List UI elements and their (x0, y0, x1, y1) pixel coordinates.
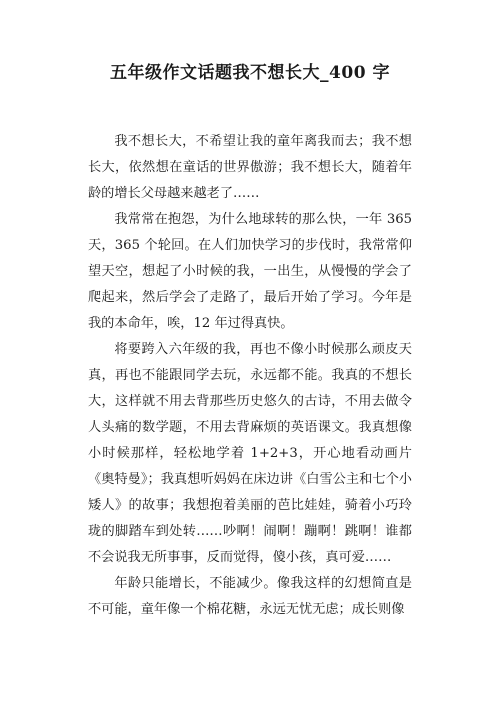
paragraph-1: 我不想长大，不希望让我的童年离我而去；我不想长大，依然想在童话的世界傲游；我不想长大，随着年龄的增长父母越来越老了…… (88, 134, 412, 201)
paragraph-3: 将要跨入六年级的我，再也不像小时候那么顽皮天真，再也不能跟同学去玩，永远都不能。我真的不想长大，这样就不用去背那些历史悠久的古诗，不用去做令人头痛的数学题，不用去背麻烦的英语课文。我真想像小时候那样，轻松地学着 1+2+3，开心地看动画片《奥特曼》；我真想听妈妈在床边讲《白雪公主和七个小矮人》的故事；我想抱着美丽的芭比娃娃，骑着小巧玲珑的脚踏车到处转……吵啊！闹啊！蹦啊！跳啊！谁都不会说我无所事事，反而觉得，傻小孩，真可爱…… (88, 342, 412, 565)
paragraph-4: 年龄只能增长，不能减少。像我这样的幻想简直是不可能，童年像一个棉花糖，永远无忧无虑；成长则像 (88, 576, 412, 617)
paragraph-2: 我常常在抱怨，为什么地球转的那么快，一年 365 天，365 个轮回。在人们加快学习的步伐时，我常常仰望天空，想起了小时候的我，一出生，从慢慢的学会了爬起来，然后学会了走路了，最后开始了学习。今年是我的本命年，唉，12 年过得真快。 (88, 212, 412, 331)
document-title: 五年级作文话题我不想长大_400 字 (110, 63, 390, 83)
document-body (88, 129, 412, 623)
